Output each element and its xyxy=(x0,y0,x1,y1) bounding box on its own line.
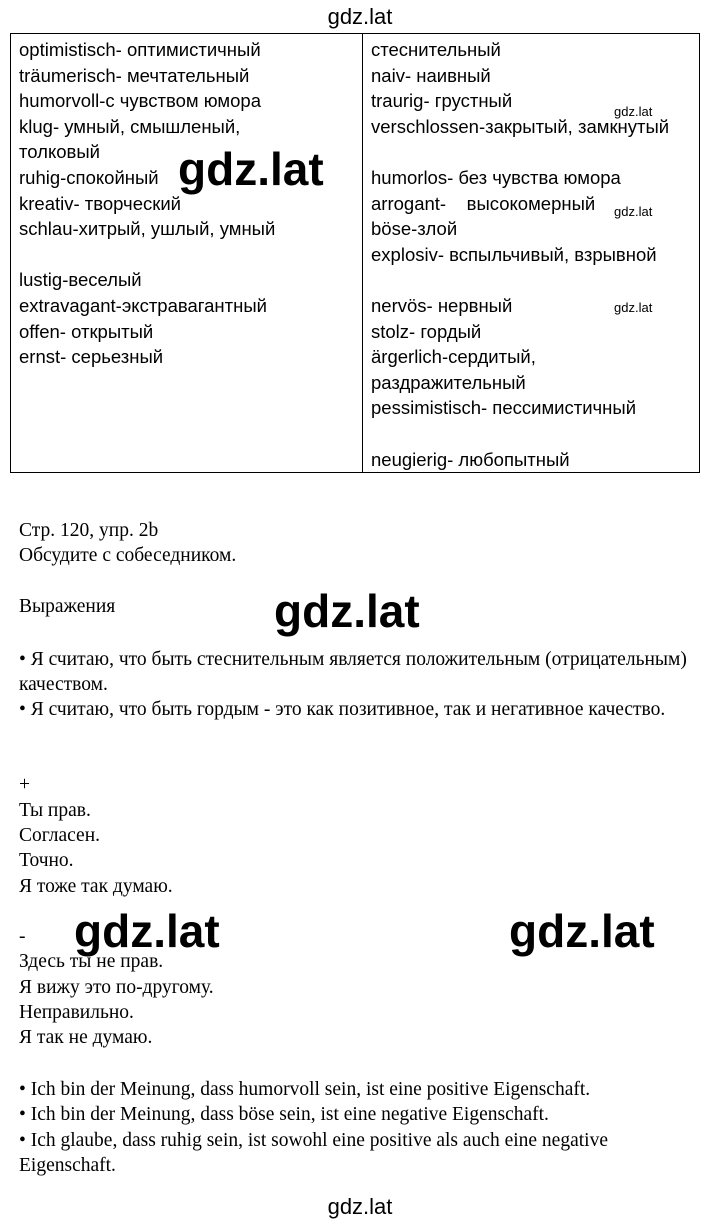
vocab-item: explosiv- вспыльчивый, взрывной xyxy=(371,243,657,265)
watermark-large: gdz.lat xyxy=(509,905,655,957)
expressions-heading: Выражения xyxy=(19,596,116,617)
vocab-column-right xyxy=(363,34,700,473)
watermark-bottom: gdz.lat xyxy=(327,1194,393,1219)
disagree-phrase: Я так не думаю. xyxy=(19,1027,153,1048)
vocab-item: klug- умный, смышленый, xyxy=(19,115,241,137)
watermark-top: gdz.lat xyxy=(327,4,393,29)
vocab-item: раздражительный xyxy=(371,371,526,393)
exercise-reference: Стр. 120, упр. 2b xyxy=(19,520,159,541)
vocab-spacer xyxy=(371,421,699,447)
vocabulary-table xyxy=(10,33,700,473)
expression-item: • Я считаю, что быть стеснительным является положительным (отрицательным) качеством. xyxy=(19,649,687,695)
expression-item: • Я считаю, что быть гордым - это как позитивное, так и негативное качество. xyxy=(19,699,666,720)
vocab-item: neugierig- любопытный xyxy=(371,448,570,470)
vocab-item: verschlossen-закрытый, замкнутый xyxy=(371,115,670,137)
answer-item: • Ich glaube, dass ruhig sein, ist sowohl eine positive als auch eine negative Eigenschaft. xyxy=(19,1130,608,1176)
minus-sign: - xyxy=(19,926,26,947)
vocab-item: nervös- нервный xyxy=(371,294,513,316)
watermark-small: gdz.lat xyxy=(614,204,653,219)
agree-phrase: Точно. xyxy=(19,850,74,871)
agree-phrase: Согласен. xyxy=(19,825,101,846)
disagree-phrase: Я вижу это по-другому. xyxy=(19,977,214,998)
disagree-phrase: Неправильно. xyxy=(19,1002,134,1023)
vocab-spacer xyxy=(19,242,362,268)
vocab-item: arrogant- высокомерный xyxy=(371,192,596,214)
watermark-large: gdz.lat xyxy=(74,905,220,957)
vocab-item: optimistisch- оптимистичный xyxy=(19,39,261,60)
vocab-item: extravagant-экстравагантный xyxy=(19,294,267,316)
vocab-item: stolz- гордый xyxy=(371,320,482,342)
vocab-item: pessimistisch- пессимистичный xyxy=(371,397,637,419)
watermark-small: gdz.lat xyxy=(614,104,653,119)
vocab-item: ärgerlich-сердитый, xyxy=(371,346,536,368)
vocab-item: böse-злой xyxy=(371,218,458,240)
vocab-item: traurig- грустный xyxy=(371,90,513,112)
watermark-small: gdz.lat xyxy=(614,300,653,315)
vocab-item: lustig-веселый xyxy=(19,269,142,291)
vocab-item: träumerisch- мечтательный xyxy=(19,64,250,86)
agree-phrase: Ты прав. xyxy=(19,800,91,821)
agree-phrase: Я тоже так думаю. xyxy=(19,876,173,897)
vocab-item: humorvoll-с чувством юмора xyxy=(19,90,261,112)
answer-item: • Ich bin der Meinung, dass böse sein, ist eine negative Eigenschaft. xyxy=(19,1104,549,1125)
watermark-large: gdz.lat xyxy=(274,585,420,637)
vocab-item: ernst- серьезный xyxy=(19,346,164,368)
vocab-item: ruhig-спокойный xyxy=(19,166,159,188)
vocab-item: стеснительный xyxy=(371,39,501,60)
vocab-spacer xyxy=(371,267,699,293)
vocab-column-left xyxy=(11,34,363,473)
vocab-item: humorlos- без чувства юмора xyxy=(371,166,621,188)
plus-sign: + xyxy=(19,774,30,795)
watermark-large: gdz.lat xyxy=(178,143,324,195)
vocab-item: kreativ- творческий xyxy=(19,192,181,214)
vocab-item: schlau-хитрый, ушлый, умный xyxy=(19,218,276,240)
vocab-spacer xyxy=(371,139,699,165)
disagree-phrase: Здесь ты не прав. xyxy=(19,951,164,972)
vocab-item: offen- открытый xyxy=(19,320,154,342)
vocab-item: naiv- наивный xyxy=(371,64,491,86)
vocab-item: толковый xyxy=(19,141,100,163)
exercise-task: Обсудите с собеседником. xyxy=(19,545,237,566)
answer-item: • Ich bin der Meinung, dass humorvoll sein, ist eine positive Eigenschaft. xyxy=(19,1079,591,1100)
